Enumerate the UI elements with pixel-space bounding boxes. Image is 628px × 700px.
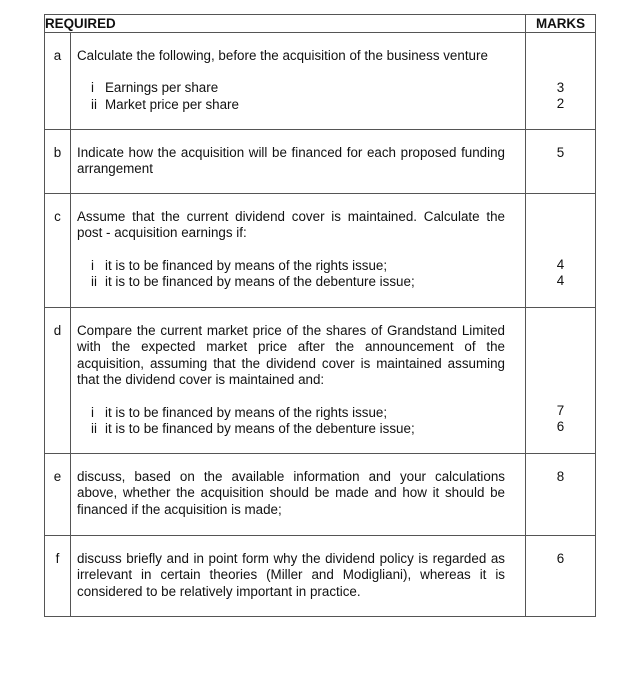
mark-value: 3 (556, 80, 565, 95)
sub-question-number: i (91, 80, 94, 96)
sub-question-text: Earnings per share (105, 80, 219, 96)
question-cell (71, 308, 526, 454)
sub-question-list (91, 80, 505, 113)
table-row (45, 33, 596, 130)
marks-header: MARKS (526, 15, 596, 33)
table-row (45, 194, 596, 308)
mark-value: 8 (526, 454, 596, 536)
question-text: Calculate the following, before the acquisition of the business venture (77, 48, 488, 63)
mark-value: 5 (526, 130, 596, 194)
marks-cell (526, 194, 596, 308)
sub-question-number: i (91, 404, 94, 420)
sub-question-text: it is to be financed by means of the debenture issue; (105, 274, 415, 290)
sub-question (91, 258, 505, 274)
row-letter: e (45, 454, 71, 536)
mark-value: 4 (556, 257, 565, 272)
sub-question-text: Market price per share (105, 96, 239, 112)
requirements-table (44, 14, 596, 617)
sub-question-number: ii (91, 274, 97, 290)
sub-question-text: it is to be financed by means of the debenture issue; (105, 421, 415, 437)
question-text: Indicate how the acquisition will be financed for each proposed funding arrangement (77, 145, 505, 177)
row-letter: c (45, 194, 71, 308)
question-cell (71, 454, 526, 536)
sub-question (91, 80, 505, 96)
table-row (45, 130, 596, 194)
question-cell (71, 536, 526, 617)
sub-question-number: i (91, 257, 94, 273)
sub-question-number: ii (91, 421, 97, 437)
question-text: Compare the current market price of the shares of Grandstand Limited with the expected market price after the announcement of the acquisition, assuming that the dividend cover is maintained assuming that the dividend cover is maintained and: (77, 323, 505, 388)
mark-value: 4 (556, 273, 565, 289)
question-cell (71, 194, 526, 308)
row-letter: b (45, 130, 71, 194)
mark-value: 6 (556, 419, 565, 435)
sub-question-text: it is to be financed by means of the rights issue; (105, 257, 388, 273)
mark-value: 6 (526, 536, 596, 617)
table-header-row (45, 15, 596, 33)
mark-value: 2 (556, 96, 565, 112)
required-header: REQUIRED (45, 15, 526, 33)
sub-question (91, 421, 505, 437)
mark-value: 7 (556, 403, 565, 418)
row-letter: a (45, 33, 71, 130)
sub-question (91, 274, 505, 290)
marks-cell (526, 308, 596, 454)
sub-question (91, 405, 505, 421)
question-cell (71, 33, 526, 130)
sub-question-text: it is to be financed by means of the rights issue; (105, 404, 388, 420)
question-text: discuss briefly and in point form why the dividend policy is regarded as irrelevant in certain theories (Miller and Modigliani), whereas it is considered to be relatively important in practice. (77, 551, 505, 599)
question-cell (71, 130, 526, 194)
question-text: Assume that the current dividend cover is maintained. Calculate the post - acquisition earnings if: (77, 209, 505, 241)
sub-question-list (91, 405, 505, 438)
row-letter: f (45, 536, 71, 617)
table-row (45, 536, 596, 617)
table-row (45, 454, 596, 536)
marks-cell (526, 33, 596, 130)
sub-question-number: ii (91, 96, 97, 112)
row-letter: d (45, 308, 71, 454)
question-text: discuss, based on the available information and your calculations above, whether the acquisition should be made and how it should be financed if the acquisition is made; (77, 469, 505, 517)
sub-question-list (91, 258, 505, 291)
sub-question (91, 97, 505, 113)
table-row (45, 308, 596, 454)
